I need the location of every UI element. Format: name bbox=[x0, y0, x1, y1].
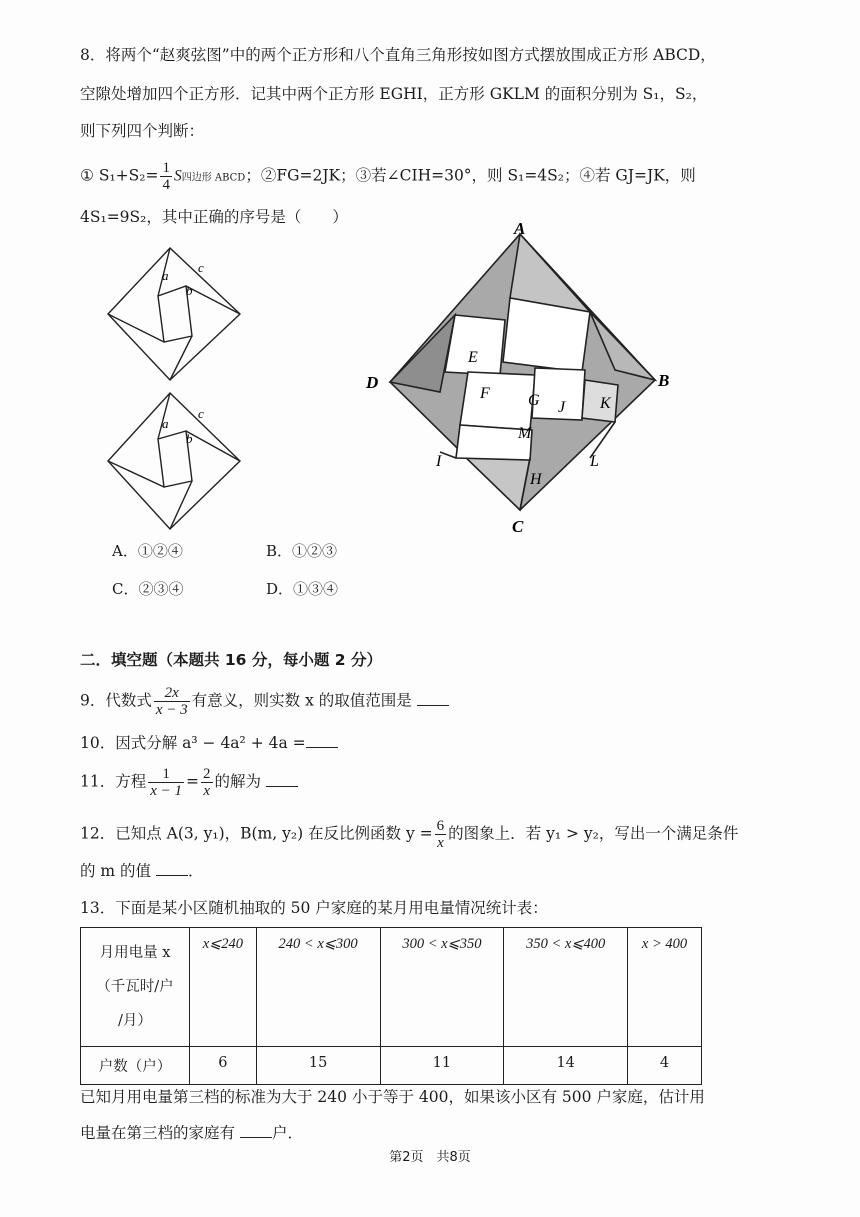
option-b[interactable]: B．①②③ bbox=[266, 542, 338, 560]
fraction-quarter: $\frac{1}{4}$ bbox=[162, 160, 170, 193]
q8-line5: 4S₁=9S₂，其中正确的序号是（ ） bbox=[80, 208, 348, 226]
label-K: K bbox=[600, 395, 611, 412]
label-F: F bbox=[480, 385, 490, 402]
square-upper bbox=[503, 298, 590, 372]
label-C: C bbox=[512, 517, 524, 536]
table-cell: 11 bbox=[380, 1047, 504, 1085]
q13-after2: 电量在第三档的家庭有 户． bbox=[80, 1124, 303, 1142]
label-H: H bbox=[530, 471, 542, 488]
label-E: E bbox=[468, 349, 478, 366]
judgement-1-text: ① S₁+S₂= bbox=[80, 166, 159, 185]
q10-answer-blank[interactable] bbox=[306, 733, 338, 748]
option-a[interactable]: A．①②④ bbox=[112, 542, 183, 560]
option-c[interactable]: C．②③④ bbox=[112, 580, 184, 598]
q11: 11．方程 $\frac{1}{x - 1}$ = $\frac{2}{x}$ 的解为 bbox=[80, 766, 298, 799]
square-fg bbox=[460, 372, 535, 430]
label-A: A bbox=[514, 220, 526, 238]
table-cell: 15 bbox=[256, 1047, 380, 1085]
table-cell: 6 bbox=[190, 1047, 257, 1085]
table-header-5: x > 400 bbox=[628, 928, 702, 1047]
table-header-1: x⩽240 bbox=[190, 928, 257, 1047]
table-header-label: 月用电量 x （千瓦时/户 /月） bbox=[81, 928, 190, 1047]
label-b-1: b bbox=[186, 283, 193, 298]
label-B: B bbox=[658, 371, 670, 390]
label-I: I bbox=[436, 453, 442, 470]
label-a-1: a bbox=[162, 268, 169, 283]
table-header-3: 300 < x⩽350 bbox=[380, 928, 504, 1047]
table-header-4: 350 < x⩽400 bbox=[504, 928, 628, 1047]
label-c-1: c bbox=[198, 260, 204, 275]
zhao-shuang-diagram-1 bbox=[108, 248, 240, 380]
page-footer: 第2页 共8页 bbox=[389, 1150, 471, 1165]
q12-answer-blank[interactable] bbox=[156, 861, 188, 876]
option-d[interactable]: D．①③④ bbox=[266, 580, 339, 598]
q11-answer-blank[interactable] bbox=[266, 772, 298, 787]
table-cell: 4 bbox=[628, 1047, 702, 1085]
label-M: M bbox=[518, 425, 532, 442]
q8-line2: 空隙处增加四个正方形．记其中两个正方形 EGHI，正方形 GKLM 的面积分别为 S₁，S₂， bbox=[80, 85, 708, 103]
q8-line3: 则下列四个判断： bbox=[80, 122, 205, 140]
q13-answer-blank[interactable] bbox=[240, 1123, 272, 1138]
electricity-usage-table bbox=[80, 927, 702, 1085]
zhao-shuang-diagram-2 bbox=[108, 393, 240, 529]
square-e bbox=[445, 315, 505, 375]
label-a-2: a bbox=[162, 416, 169, 431]
q12-line2: 的 m 的值 ． bbox=[80, 862, 204, 880]
label-c-2: c bbox=[198, 406, 204, 421]
label-G: G bbox=[528, 392, 540, 409]
label-D: D bbox=[366, 373, 379, 392]
q10: 10．因式分解 a³ − 4a² + 4a = bbox=[80, 732, 338, 754]
q9-answer-blank[interactable] bbox=[417, 691, 449, 706]
table-row-label: 户数（户） bbox=[81, 1047, 190, 1085]
label-L: L bbox=[590, 453, 599, 470]
label-b-2: b bbox=[186, 431, 193, 446]
q12-line1: 12．已知点 A(3, y₁)，B(m, y₂) 在反比例函数 y = $\frac{6}{x}$ 的图象上．若 y₁ > y₂，写出一个满足条件 bbox=[80, 818, 739, 851]
q13-after1: 已知月用电量第三档的标准为大于 240 小于等于 400，如果该小区有 500 户家庭，估计用 bbox=[80, 1088, 705, 1106]
square-abcd-diagram bbox=[360, 220, 690, 540]
subscript-abcd: 四边形 ABCD bbox=[181, 172, 246, 184]
judgements-2-4-text: ；②FG=2JK；③若∠CIH=30°，则 S₁=4S₂；④若 GJ=JK，则 bbox=[245, 166, 696, 185]
table-cell: 14 bbox=[504, 1047, 628, 1085]
q13-intro: 13．下面是某小区随机抽取的 50 户家庭的某月用电量情况统计表： bbox=[80, 899, 548, 917]
q8-choices-line: ① S₁+S₂= $\frac{1}{4}$ S四边形 ABCD；②FG=2JK；③若∠CIH=30°，则 S₁=4S₂；④若 GJ=JK，则 bbox=[80, 160, 696, 193]
section-2-heading: 二．填空题（本题共 16 分，每小题 2 分） bbox=[80, 651, 382, 669]
q8-line1: 8．将两个“赵爽弦图”中的两个正方形和八个直角三角形按如图方式摆放围成正方形 ABCD， bbox=[80, 46, 716, 64]
label-J: J bbox=[558, 399, 566, 416]
table-header-2: 240 < x⩽300 bbox=[256, 928, 380, 1047]
q9: 9．代数式 $\frac{2x}{x - 3}$ 有意义，则实数 x 的取值范围是 bbox=[80, 685, 449, 718]
